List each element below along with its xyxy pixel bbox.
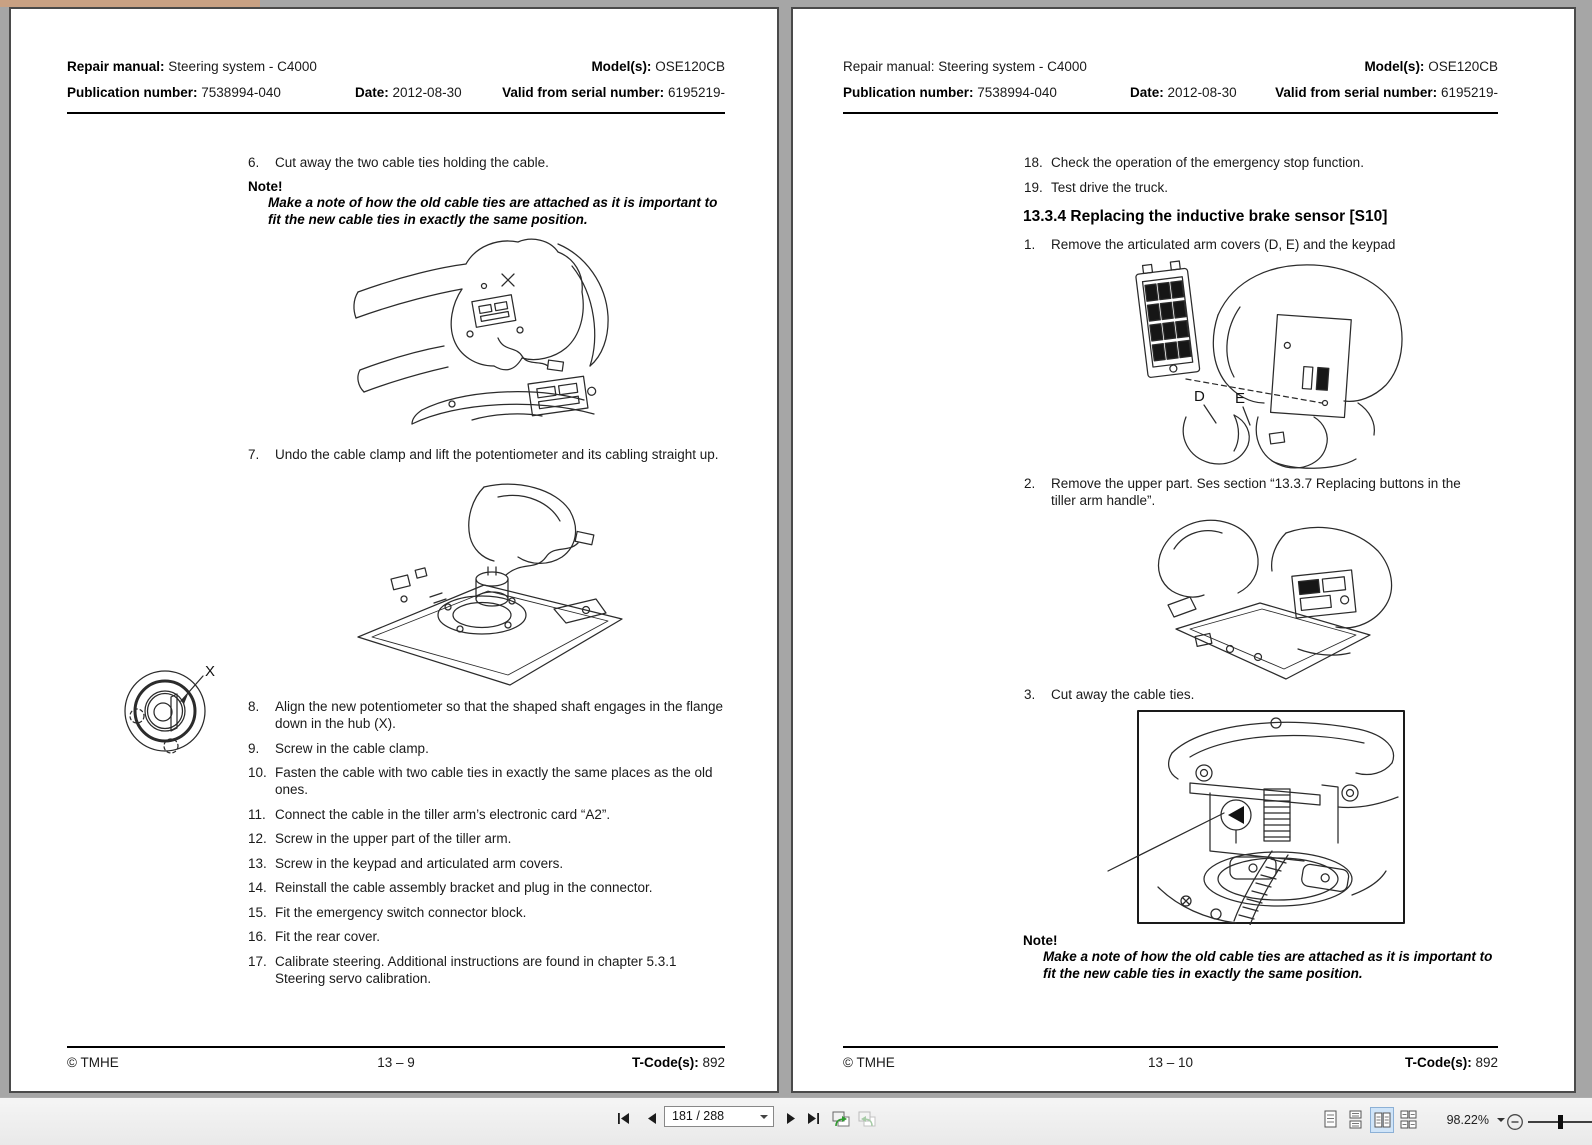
steps-list [248,698,726,994]
step-text: Fit the emergency switch connector block. [275,904,527,920]
last-page-button[interactable] [807,1112,821,1125]
step-number: 18. [1024,155,1043,170]
step-number: 15. [248,904,267,920]
step-number: 10. [248,765,267,780]
model-info: Model(s): OSE120CB [1364,59,1498,74]
step-row [248,904,726,921]
brake-sensor-diagram [1106,709,1406,925]
facing-continuous-view-button[interactable] [1400,1110,1417,1129]
next-view-button[interactable] [857,1109,877,1128]
model-info: Model(s): OSE120CB [591,59,725,74]
copyright: © TMHE [843,1055,895,1070]
step-row [1024,686,1506,703]
note-block [1023,932,1499,982]
steps-list [1024,154,1506,203]
step-text: Reinstall the cable assembly bracket and plug in the connector. [275,880,653,895]
publication-date: Date: 2012-08-30 [1130,85,1237,100]
step-number: 19. [1024,179,1043,195]
section-heading: 13.3.4 Replacing the inductive brake sensor [S10] [1023,208,1388,225]
chevron-down-icon[interactable] [760,1115,768,1119]
next-page-button[interactable] [785,1112,797,1125]
page-number: 13 – 9 [377,1055,415,1070]
step-row [248,855,726,872]
step-text: Fit the rear cover. [275,929,381,944]
step-number: 3. [1024,687,1036,702]
first-page-button[interactable] [616,1112,630,1125]
potentiometer-diagram [342,479,632,689]
step-text: Cut away the two cable ties holding the cable. [275,155,549,170]
cover-d-label: D [1194,388,1205,405]
page-footer [67,1054,725,1071]
window-edge-artifact [0,0,260,7]
step-text: Cut away the cable ties. [1051,687,1195,702]
step-number: 7. [248,447,260,462]
step-text: Check the operation of the emergency stop function. [1051,155,1364,170]
step-text: Connect the cable in the tiller arm’s electronic card “A2”. [275,806,611,822]
manual-title: Repair manual: Steering system - C4000 [67,59,317,74]
note-block [248,178,724,228]
previous-view-button[interactable] [831,1109,851,1128]
step-row [1024,154,1506,171]
step-row [248,764,726,798]
step-text: Align the new potentiometer so that the shaped shaft engages in the flange down in the hub (X). [275,699,724,731]
step-number: 12. [248,831,267,846]
facing-view-button[interactable] [1370,1107,1394,1133]
step-row [1024,236,1506,253]
publication-number: Publication number: 7538994-040 [67,85,281,100]
copyright: © TMHE [67,1055,119,1070]
continuous-view-button[interactable] [1347,1110,1364,1129]
tiller-head-diagram [352,234,627,444]
publication-number: Publication number: 7538994-040 [843,85,1057,100]
page-indicator-value: 181 / 288 [672,1109,725,1123]
step-number: 6. [248,155,260,170]
footer-rule [843,1046,1498,1048]
step-row [248,154,726,171]
publication-date: Date: 2012-08-30 [355,85,462,100]
zoom-dropdown-icon[interactable] [1497,1118,1505,1122]
hub-detail-diagram [115,654,220,762]
step-row [248,806,726,823]
zoom-level-value[interactable]: 98.22% [1446,1113,1489,1127]
step-number: 11. [248,806,266,822]
footer-rule [67,1046,725,1048]
step-text: Fasten the cable with two cable ties in exactly the same places as the old ones. [275,765,713,797]
page-number: 13 – 10 [1147,1055,1194,1070]
manual-title: Repair manual: Steering system - C4000 [843,59,1087,74]
step-number: 16. [248,929,267,944]
page-right [791,7,1576,1093]
step-text: Calibrate steering. Additional instructions are found in chapter 5.3.1 Steering servo calibration. [275,953,677,986]
step-number: 13. [248,855,267,871]
step-row [248,879,726,896]
keypad-covers-diagram [1122,255,1412,473]
note-label: Note! [1023,933,1058,948]
step-row [1024,475,1506,509]
header-rule [843,112,1498,114]
zoom-slider-handle[interactable] [1558,1115,1563,1129]
previous-page-button[interactable] [646,1112,658,1125]
page-footer [843,1054,1498,1071]
note-text: Make a note of how the old cable ties are attached as it is important to fit the new cable ties in exactly the same position. [1043,949,1493,981]
header-rule [67,112,725,114]
note-text: Make a note of how the old cable ties are attached as it is important to fit the new cable ties in exactly the same position. [268,195,718,227]
step-text: Screw in the keypad and articulated arm covers. [275,855,564,871]
step-text: Remove the articulated arm covers (D, E) and the keypad [1051,237,1396,252]
step-number: 14. [248,880,267,895]
t-code: T-Code(s): 892 [631,1055,725,1070]
page-header [843,58,1498,101]
step-row [248,953,726,987]
hub-x-label: X [205,663,216,680]
note-label: Note! [248,179,283,194]
step-text: Remove the upper part. Ses section “13.3.7 Replacing buttons in the tiller arm handle”. [1051,476,1461,508]
cover-e-label: E [1235,390,1246,407]
upper-part-diagram [1138,509,1403,689]
step-text: Screw in the cable clamp. [275,740,429,756]
step-row [248,698,726,732]
step-number: 2. [1024,476,1036,491]
step-text: Undo the cable clamp and lift the potentiometer and its cabling straight up. [275,447,719,462]
page-left [9,7,779,1093]
serial-number: Valid from serial number: 6195219- [1275,85,1498,100]
step-text: Screw in the upper part of the tiller arm. [275,831,512,846]
step-number: 9. [248,740,260,756]
t-code: T-Code(s): 892 [1404,1055,1498,1070]
viewer-toolbar [0,1097,1592,1145]
single-page-view-button[interactable] [1322,1110,1339,1129]
step-row [248,830,726,847]
zoom-out-button[interactable] [1506,1113,1524,1131]
step-row [248,740,726,757]
step-text: Test drive the truck. [1051,179,1169,195]
page-header [67,58,725,101]
step-row [248,928,726,945]
step-row [1024,179,1506,196]
step-row [248,446,726,463]
step-number: 1. [1024,237,1036,252]
step-number: 17. [248,953,267,969]
serial-number: Valid from serial number: 6195219- [502,85,725,100]
page-number-input[interactable] [664,1106,774,1127]
step-number: 8. [248,699,260,714]
